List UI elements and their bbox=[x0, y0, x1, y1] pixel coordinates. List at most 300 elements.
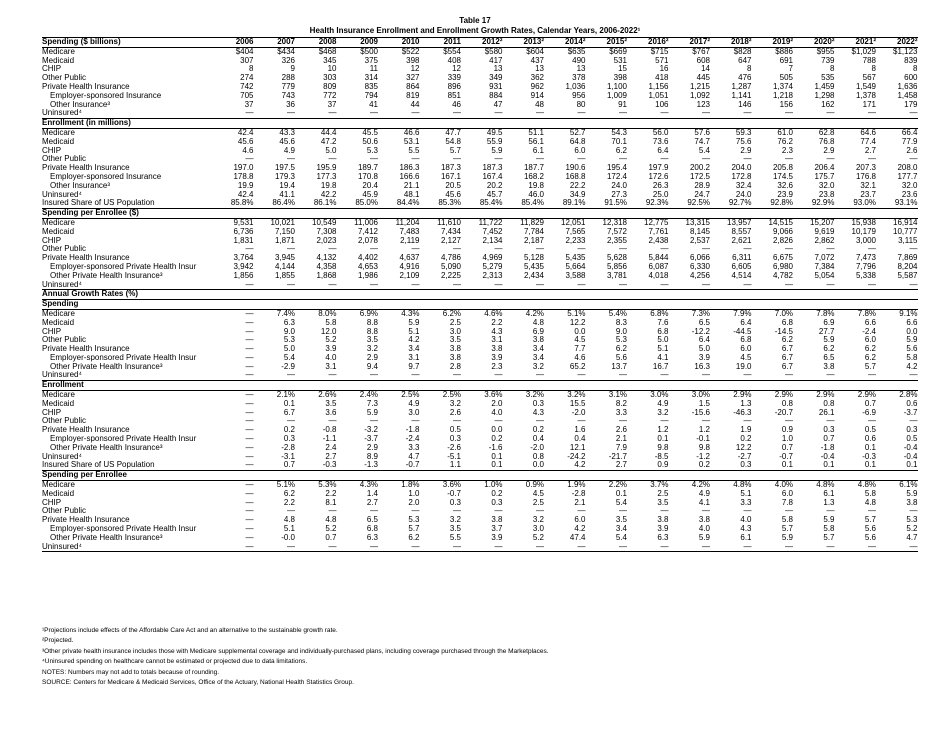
cell-value: 2,225 bbox=[440, 271, 461, 280]
cell-value: — bbox=[743, 245, 752, 254]
cell-value: 4.0 bbox=[491, 408, 503, 417]
cell-value: 45.6 bbox=[445, 190, 461, 199]
cell-value: 3,115 bbox=[898, 236, 918, 245]
cell-value: 345 bbox=[323, 56, 337, 65]
cell-value: 5,844 bbox=[648, 254, 669, 263]
cell-value: 43.3 bbox=[279, 128, 295, 137]
cell-value: — bbox=[835, 371, 877, 380]
row-label: Insured Share of US Population bbox=[42, 199, 212, 208]
cell-value: 0.3 bbox=[491, 498, 503, 507]
table-column-headers bbox=[42, 38, 918, 48]
cell-value: 27.3 bbox=[611, 190, 627, 199]
table-row bbox=[42, 92, 918, 101]
cell-value: 417 bbox=[489, 56, 503, 65]
cell-value: 2.6% bbox=[318, 390, 337, 400]
cell-value: 51.1 bbox=[528, 128, 544, 137]
cell-value: 2,109 bbox=[399, 271, 420, 280]
cell-value: — bbox=[868, 507, 876, 516]
cell-value: 45.7 bbox=[486, 190, 503, 199]
cell-value: 5.0 bbox=[698, 345, 710, 354]
table-row bbox=[42, 363, 918, 372]
cell-value: 4.3% bbox=[359, 480, 378, 490]
cell-value: 3,000 bbox=[855, 236, 876, 245]
cell-value: 5.8 bbox=[906, 353, 918, 362]
cell-value: — bbox=[212, 543, 254, 552]
cell-value: 7,308 bbox=[316, 227, 337, 236]
cell-value: 42.4 bbox=[237, 190, 254, 199]
cell-value: 0.7 bbox=[254, 461, 296, 470]
cell-value: 1,831 bbox=[233, 236, 254, 245]
row-label: Other Public bbox=[42, 74, 87, 83]
cell-value: 4.2% bbox=[525, 309, 544, 318]
row-label: CHIP bbox=[42, 65, 62, 74]
row-label: Other Public bbox=[42, 336, 87, 345]
cell-value: — bbox=[254, 543, 296, 552]
cell-value: 16,914 bbox=[893, 218, 918, 227]
table-row bbox=[42, 525, 918, 534]
cell-value: — bbox=[287, 417, 295, 426]
cell-value: 2.9 bbox=[366, 353, 378, 362]
table-row bbox=[42, 507, 918, 516]
cell-value: 197.5 bbox=[274, 164, 295, 173]
cell-value: — bbox=[295, 109, 337, 118]
cell-value: — bbox=[420, 543, 462, 552]
cell-value: 179 bbox=[904, 100, 918, 109]
cell-value: 1,374 bbox=[772, 82, 793, 91]
cell-value: 48.1 bbox=[403, 190, 420, 199]
cell-value: 7,572 bbox=[606, 227, 627, 236]
cell-value: 914 bbox=[530, 91, 544, 100]
cell-value: — bbox=[420, 109, 462, 118]
cell-value: 19.0 bbox=[735, 362, 752, 371]
cell-value: — bbox=[245, 408, 254, 417]
cell-value: 9.8 bbox=[698, 443, 710, 452]
cell-value: — bbox=[909, 155, 918, 164]
row-label: Private Health Insurance bbox=[42, 516, 130, 525]
cell-value: 839 bbox=[904, 56, 918, 65]
cell-value: 175.7 bbox=[814, 172, 835, 181]
cell-value: 3.2% bbox=[525, 390, 544, 400]
cell-value: — bbox=[494, 507, 503, 516]
cell-value: 15 bbox=[618, 65, 627, 74]
cell-value: 6,736 bbox=[233, 227, 254, 236]
cell-value: 123 bbox=[696, 100, 710, 109]
cell-value: 24.0 bbox=[611, 181, 627, 190]
cell-value: 6.1% bbox=[899, 480, 918, 490]
table-row bbox=[42, 453, 918, 462]
cell-value: 5.4 bbox=[615, 533, 627, 542]
cell-value: — bbox=[337, 543, 379, 552]
cell-value: — bbox=[868, 155, 876, 164]
cell-value: — bbox=[503, 371, 545, 380]
cell-value: 61.0 bbox=[777, 128, 793, 137]
cell-value: 76.8 bbox=[818, 137, 835, 146]
row-label: Employer-sponsored Private Health Insur bbox=[50, 353, 197, 362]
cell-value: — bbox=[287, 245, 295, 254]
cell-value: 3.4 bbox=[615, 525, 627, 534]
cell-value: 5.0 bbox=[325, 146, 337, 155]
cell-value: — bbox=[785, 155, 793, 164]
cell-value: 6.7 bbox=[283, 408, 295, 417]
row-label: Other Insurance³ bbox=[50, 181, 111, 190]
column-header-year: 2018² bbox=[710, 38, 752, 48]
cell-value: -0.4 bbox=[903, 452, 918, 461]
table-row bbox=[42, 336, 918, 345]
cell-value: — bbox=[370, 155, 378, 164]
cell-value: 4,402 bbox=[357, 254, 378, 263]
cell-value: 4.2 bbox=[574, 525, 586, 534]
cell-value: 2.9% bbox=[774, 390, 793, 400]
table-row bbox=[42, 400, 918, 409]
cell-value: — bbox=[702, 507, 710, 516]
cell-value: 896 bbox=[447, 82, 461, 91]
cell-value: 168.8 bbox=[565, 172, 586, 181]
cell-value: 9,531 bbox=[233, 218, 254, 227]
section-heading: Enrollment (in millions) bbox=[42, 119, 918, 129]
cell-value: 2.0 bbox=[408, 498, 420, 507]
cell-value: 5.8 bbox=[325, 318, 337, 327]
cell-value: 809 bbox=[323, 82, 337, 91]
cell-value: -0.7 bbox=[779, 452, 793, 461]
cell-value: 5.4% bbox=[608, 309, 627, 318]
cell-value: 10,179 bbox=[851, 227, 876, 236]
cell-value: 3.8 bbox=[491, 516, 503, 525]
cell-value: 4,637 bbox=[399, 254, 420, 263]
cell-value: — bbox=[295, 543, 337, 552]
cell-value: — bbox=[378, 543, 420, 552]
cell-value: 1.4 bbox=[366, 489, 378, 498]
cell-value: — bbox=[337, 109, 379, 118]
cell-value: — bbox=[287, 155, 295, 164]
cell-value: 16 bbox=[659, 65, 669, 74]
cell-value: — bbox=[710, 109, 752, 118]
cell-value: 19.8 bbox=[528, 181, 544, 190]
cell-value: 2.5 bbox=[657, 489, 669, 498]
cell-value: 0.1 bbox=[793, 461, 835, 470]
row-label: Insured Share of US Population bbox=[42, 461, 212, 470]
cell-value: 0.3 bbox=[449, 498, 461, 507]
table-row bbox=[42, 237, 918, 246]
cell-value: — bbox=[494, 417, 503, 426]
cell-value: 0.1 bbox=[283, 399, 295, 408]
cell-value: 7.4% bbox=[276, 309, 295, 318]
cell-value: 4.9 bbox=[657, 399, 669, 408]
row-label: Other Insurance³ bbox=[50, 100, 111, 109]
cell-value: — bbox=[453, 245, 461, 254]
cell-value: -3.7 bbox=[903, 408, 918, 417]
cell-value: 187.3 bbox=[482, 164, 503, 173]
cell-value: 200.2 bbox=[689, 164, 710, 173]
cell-value: 3,764 bbox=[233, 254, 254, 263]
cell-value: — bbox=[826, 417, 835, 426]
table-header bbox=[0, 16, 950, 36]
row-label: CHIP bbox=[42, 408, 62, 417]
cell-value: 2.5% bbox=[442, 390, 461, 400]
cell-value: — bbox=[328, 507, 337, 516]
cell-value: -0.8 bbox=[322, 426, 337, 435]
cell-value: 6.8 bbox=[366, 525, 378, 534]
cell-value: 92.9% bbox=[793, 199, 835, 208]
cell-value: 37 bbox=[244, 100, 254, 109]
cell-value: 6.8% bbox=[650, 309, 669, 318]
cell-value: 8.8 bbox=[366, 327, 378, 336]
cell-value: 398 bbox=[613, 74, 627, 83]
cell-value: 7,869 bbox=[897, 254, 918, 263]
cell-value: $955 bbox=[816, 47, 835, 56]
cell-value: 6.1 bbox=[532, 146, 544, 155]
cell-value: 600 bbox=[904, 74, 918, 83]
cell-value: 1.6 bbox=[574, 426, 586, 435]
cell-value: 0.7 bbox=[864, 399, 876, 408]
cell-value: 3.8 bbox=[698, 516, 710, 525]
cell-value: -0.4 bbox=[903, 443, 918, 452]
cell-value: 179.3 bbox=[274, 172, 295, 181]
table-row bbox=[42, 128, 918, 137]
cell-value: $1,029 bbox=[851, 47, 876, 56]
cell-value: 2.3 bbox=[491, 362, 503, 371]
row-label: Employer-sponsored Insurance bbox=[50, 91, 162, 100]
cell-value: — bbox=[411, 155, 420, 164]
cell-value: -1.2 bbox=[696, 452, 710, 461]
cell-value: 32.0 bbox=[901, 181, 918, 190]
cell-value: 1,141 bbox=[731, 91, 752, 100]
cell-value: — bbox=[461, 109, 503, 118]
cell-value: 162 bbox=[821, 100, 835, 109]
cell-value: — bbox=[710, 281, 752, 290]
cell-value: 794 bbox=[364, 91, 378, 100]
cell-value: 0.3 bbox=[532, 399, 544, 408]
row-label: Other Public bbox=[42, 155, 87, 164]
cell-value: — bbox=[627, 371, 669, 380]
cell-value: 85.4% bbox=[503, 199, 545, 208]
cell-value: 5.5 bbox=[408, 146, 420, 155]
cell-value: 2,127 bbox=[440, 236, 461, 245]
cell-value: — bbox=[669, 109, 711, 118]
row-label: Medicare bbox=[42, 128, 75, 137]
row-label: Medicaid bbox=[42, 56, 75, 65]
cell-value: 59.3 bbox=[735, 128, 752, 137]
cell-value: — bbox=[752, 281, 794, 290]
cell-value: 0.1 bbox=[657, 435, 669, 444]
cell-value: -2.7 bbox=[737, 452, 752, 461]
cell-value: 0.1 bbox=[491, 452, 503, 461]
cell-value: 7.3% bbox=[691, 309, 710, 318]
cell-value: 567 bbox=[862, 74, 876, 83]
table-row bbox=[42, 417, 918, 426]
cell-value: 0.0 bbox=[906, 327, 918, 336]
cell-value: 7,761 bbox=[648, 227, 669, 236]
cell-value: 5.6 bbox=[615, 353, 627, 362]
cell-value: 5,587 bbox=[897, 271, 918, 280]
cell-value: 1.2 bbox=[657, 426, 669, 435]
cell-value: 56.0 bbox=[652, 128, 669, 137]
cell-value: 3.5 bbox=[657, 498, 669, 507]
row-label: Medicaid bbox=[42, 399, 75, 408]
cell-value: 6.0 bbox=[740, 345, 752, 354]
cell-value: 408 bbox=[447, 56, 461, 65]
cell-value: 9.0 bbox=[283, 327, 295, 336]
cell-value: 4.7 bbox=[906, 533, 918, 542]
table-row bbox=[42, 74, 918, 83]
cell-value: 24.0 bbox=[735, 190, 752, 199]
cell-value: 190.6 bbox=[565, 164, 586, 173]
cell-value: 4.6% bbox=[484, 309, 503, 318]
cell-value: 66.4 bbox=[901, 128, 918, 137]
cell-value: 7.8 bbox=[781, 498, 793, 507]
cell-value: 2,355 bbox=[606, 236, 627, 245]
row-label: Uninsured⁴ bbox=[42, 190, 82, 199]
cell-value: 3.8 bbox=[532, 336, 544, 345]
cell-value: 0.0 bbox=[491, 426, 503, 435]
cell-value: 5,435 bbox=[523, 262, 544, 271]
cell-value: — bbox=[245, 480, 254, 490]
cell-value: 0.2 bbox=[669, 461, 711, 470]
cell-value: 4.5 bbox=[532, 489, 544, 498]
cell-value: 12,775 bbox=[644, 218, 669, 227]
cell-value: 2.6 bbox=[906, 146, 918, 155]
cell-value: 0.3 bbox=[283, 435, 295, 444]
cell-value: 0.0 bbox=[574, 327, 586, 336]
cell-value: 62.8 bbox=[818, 128, 835, 137]
cell-value: 76.2 bbox=[777, 137, 793, 146]
cell-value: 3.0% bbox=[650, 390, 669, 400]
cell-value: 5.9 bbox=[781, 533, 793, 542]
cell-value: 23.6 bbox=[901, 190, 918, 199]
cell-value: 1.0 bbox=[408, 489, 420, 498]
cell-value: — bbox=[328, 155, 337, 164]
cell-value: 187.7 bbox=[523, 164, 544, 173]
cell-value: 20.2 bbox=[486, 181, 503, 190]
table-row bbox=[42, 218, 918, 227]
cell-value: — bbox=[212, 461, 254, 470]
cell-value: 819 bbox=[406, 91, 420, 100]
cell-value: — bbox=[461, 371, 503, 380]
cell-value: — bbox=[245, 155, 254, 164]
cell-value: 505 bbox=[779, 74, 793, 83]
cell-value: — bbox=[909, 245, 918, 254]
cell-value: 4.8 bbox=[532, 318, 544, 327]
cell-value: 84.4% bbox=[378, 199, 420, 208]
cell-value: 171 bbox=[862, 100, 876, 109]
cell-value: 32.6 bbox=[777, 181, 793, 190]
cell-value: -5.1 bbox=[447, 452, 461, 461]
cell-value: 2.9% bbox=[816, 390, 835, 400]
cell-value: 0.3 bbox=[710, 461, 752, 470]
cell-value: 6.5 bbox=[366, 516, 378, 525]
cell-value: 0.5 bbox=[864, 426, 876, 435]
cell-value: 64.6 bbox=[860, 128, 876, 137]
cell-value: 85.4% bbox=[461, 199, 503, 208]
cell-value: 5,856 bbox=[606, 262, 627, 271]
cell-value: 13.7 bbox=[611, 362, 627, 371]
cell-value: 3.2 bbox=[366, 345, 378, 354]
cell-value: 2.5 bbox=[532, 498, 544, 507]
cell-value: 52.7 bbox=[569, 128, 586, 137]
cell-value: 1.5 bbox=[698, 399, 710, 408]
cell-value: -2.8 bbox=[571, 489, 586, 498]
cell-value: — bbox=[212, 109, 254, 118]
cell-value: — bbox=[245, 318, 254, 327]
cell-value: 931 bbox=[489, 82, 503, 91]
cell-value: — bbox=[503, 109, 545, 118]
cell-value: 7,796 bbox=[855, 262, 876, 271]
cell-value: 89.1% bbox=[544, 199, 586, 208]
cell-value: 4.9 bbox=[698, 489, 710, 498]
table-row bbox=[42, 138, 918, 147]
cell-value: — bbox=[702, 245, 710, 254]
cell-value: 5.2 bbox=[532, 533, 544, 542]
cell-value: 6,066 bbox=[689, 254, 710, 263]
cell-value: — bbox=[245, 426, 254, 435]
cell-value: 3.0 bbox=[408, 408, 420, 417]
footnote: NOTES: Numbers may not add to totals because of rounding. bbox=[42, 668, 220, 676]
cell-value: — bbox=[793, 281, 835, 290]
section-heading: Spending per Enrollee ($) bbox=[42, 209, 918, 219]
cell-value: 5.4 bbox=[283, 353, 295, 362]
cell-value: $434 bbox=[277, 47, 295, 56]
cell-value: 7,072 bbox=[814, 254, 835, 263]
cell-value: 4.8 bbox=[325, 516, 337, 525]
cell-value: 0.9 bbox=[627, 461, 669, 470]
cell-value: 36 bbox=[286, 100, 295, 109]
table-row bbox=[42, 461, 918, 470]
cell-value: -12.2 bbox=[691, 327, 710, 336]
cell-value: — bbox=[544, 543, 586, 552]
cell-value: 25.0 bbox=[652, 190, 669, 199]
row-label: Medicare bbox=[42, 390, 75, 400]
cell-value: 6.6 bbox=[864, 318, 876, 327]
cell-value: — bbox=[660, 507, 669, 516]
cell-value: 74.7 bbox=[694, 137, 710, 146]
row-label: CHIP bbox=[42, 146, 62, 155]
cell-value: — bbox=[868, 245, 876, 254]
row-label: Employer-sponsored Private Health Insur bbox=[50, 435, 197, 444]
row-label: Other Private Health Insurance³ bbox=[50, 271, 163, 280]
cell-value: 4.3 bbox=[740, 525, 752, 534]
cell-value: 20.4 bbox=[362, 181, 378, 190]
cell-value: 92.3% bbox=[627, 199, 669, 208]
cell-value: 7.6 bbox=[657, 318, 669, 327]
cell-value: 3.9 bbox=[491, 353, 503, 362]
cell-value: 7,483 bbox=[399, 227, 420, 236]
cell-value: — bbox=[245, 489, 254, 498]
cell-value: 378 bbox=[572, 74, 586, 83]
cell-value: 6.8 bbox=[657, 327, 669, 336]
cell-value: 5.7 bbox=[781, 525, 793, 534]
cell-value: 1.3 bbox=[823, 498, 835, 507]
cell-value: 1,156 bbox=[648, 82, 669, 91]
cell-value: 0.7 bbox=[325, 533, 337, 542]
cell-value: 2.9 bbox=[823, 146, 835, 155]
cell-value: 172.6 bbox=[648, 172, 669, 181]
cell-value: 3.9 bbox=[657, 525, 669, 534]
table-row bbox=[42, 345, 918, 354]
cell-value: 8,557 bbox=[731, 227, 752, 236]
cell-value: — bbox=[544, 371, 586, 380]
cell-value: 4.3 bbox=[532, 408, 544, 417]
cell-value: -2.4 bbox=[405, 435, 420, 444]
cell-value: 5.9 bbox=[408, 318, 420, 327]
column-header-year: 2020² bbox=[793, 38, 835, 48]
cell-value: -20.7 bbox=[774, 408, 793, 417]
cell-value: 0.8 bbox=[823, 399, 835, 408]
cell-value: 8.0% bbox=[318, 309, 337, 318]
cell-value: 42.4 bbox=[237, 128, 254, 137]
cell-value: — bbox=[619, 155, 627, 164]
cell-value: 6.1 bbox=[740, 533, 752, 542]
table-row bbox=[42, 444, 918, 453]
footnotes bbox=[42, 626, 549, 688]
